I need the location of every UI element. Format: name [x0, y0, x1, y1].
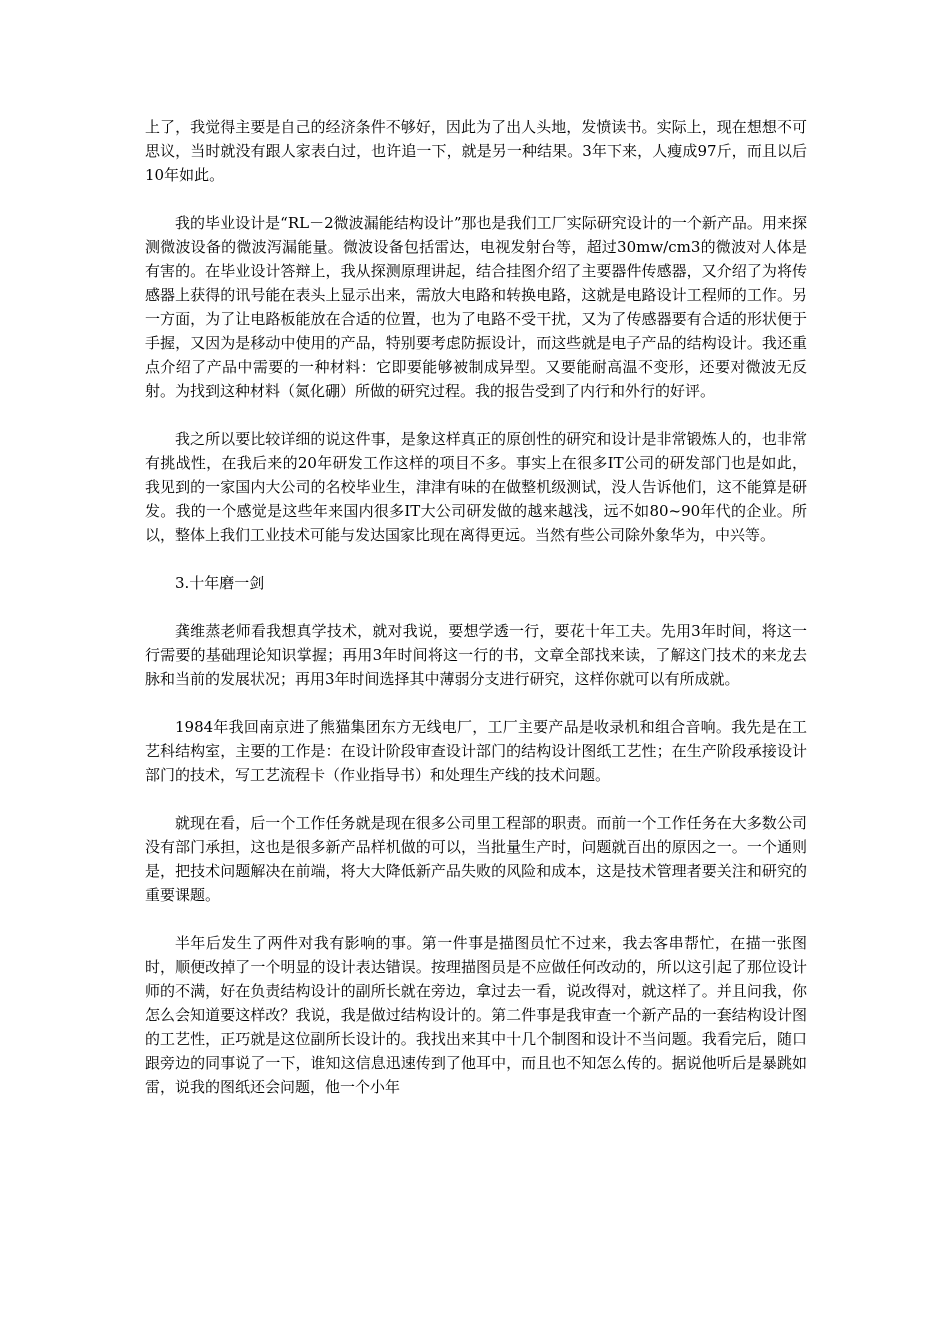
paragraph-two-events: 半年后发生了两件对我有影响的事。第一件事是描图员忙不过来，我去客串帮忙，在描一张图时，顺便改掉了一个明显的设计表达错误。按理描图员是不应做任何改动的，所以这引起了那位设计师的不满，好在负责结构设计的副所长就在旁边，拿过去一看，说改得对，就这样了。并且问我，你怎么会知道要这样改？我说，我是做过结构设计的。第二件事是我审查一个新产品的一套结构设计图的工艺性，正巧就是这位副所长设计的。我找出来其中十几个制图和设计不当问题。我看完后，随口跟旁边的同事说了一下，谁知这信息迅速传到了他耳中，而且也不知怎么传的。据说他听后是暴跳如雷，说我的图纸还会问题，他一个小年 — [145, 934, 807, 1096]
paragraph-original-research: 我之所以要比较详细的说这件事，是象这样真正的原创性的研究和设计是非常锻炼人的，也非常有挑战性，在我后来的20年研发工作这样的项目不多。事实上在很多IT公司的研发部门也是如此，我见到的一家国内大公司的名校毕业生，津津有味的在做整机级测试，没人告诉他们，这不能算是研发。我的一个感觉是这些年来国内很多IT大公司研发做的越来越浅，远不如80~90年代的企业。所以，整体上我们工业技术可能与发达国家比现在离得更远。当然有些公司除外象华为，中兴等。 — [145, 430, 807, 544]
paragraph-continuation: 上了，我觉得主要是自己的经济条件不够好，因此为了出人头地，发愤读书。实际上，现在想想不可思议，当时就没有跟人家表白过，也许追一下，就是另一种结果。3年下来，人瘦成97斤，而且以后10年如此。 — [145, 118, 807, 184]
paragraph-graduation-design: 我的毕业设计是“RL－2微波漏能结构设计”那也是我们工厂实际研究设计的一个新产品。用来探测微波设备的微波泻漏能量。微波设备包括雷达，电视发射台等，超过30mw/cm3的微波对人体是有害的。在毕业设计答辩上，我从探测原理讲起，结合挂图介绍了主要器件传感器，又介绍了为将传感器上获得的讯号能在表头上显示出来，需放大电路和转换电路，这就是电路设计工程师的工作。另一方面，为了让电路板能放在合适的位置，也为了电路不受干扰，又为了传感器要有合适的形状便于手握，又因为是移动中使用的产品，特别要考虑防振设计，而这些就是电子产品的结构设计。我还重点介绍了产品中需要的一种材料：它即要能够被制成异型。又要能耐高温不变形，还要对微波无反射。为找到这种材料（氮化硼）所做的研究过程。我的报告受到了内行和外行的好评。 — [145, 214, 807, 400]
paragraph-teacher-advice: 龚维蒸老师看我想真学技术，就对我说，要想学透一行，要花十年工夫。先用3年时间，将这一行需要的基础理论知识掌握；再用3年时间将这一行的书，文章全部找来读，了解这门技术的来龙去脉和当前的发展状况；再用3年时间选择其中薄弱分支进行研究，这样你就可以有所成就。 — [145, 622, 807, 688]
section-heading: 3.十年磨一剑 — [175, 574, 265, 592]
paragraph-engineering-dept: 就现在看，后一个工作任务就是现在很多公司里工程部的职责。而前一个工作任务在大多数公司没有部门承担，这也是很多新产品样机做的可以，当批量生产时，问题就百出的原因之一。一个通则是，把技术问题解决在前端，将大大降低新产品失败的风险和成本，这是技术管理者要关注和研究的重要课题。 — [145, 814, 807, 904]
paragraph-factory-1984: 1984年我回南京进了熊猫集团东方无线电厂，工厂主要产品是收录机和组合音响。我先是在工艺科结构室，主要的工作是：在设计阶段审查设计部门的结构设计图纸工艺性；在生产阶段承接设计部门的技术，写工艺流程卡（作业指导书）和处理生产线的技术问题。 — [145, 718, 807, 784]
document-page — [145, 115, 807, 1123]
